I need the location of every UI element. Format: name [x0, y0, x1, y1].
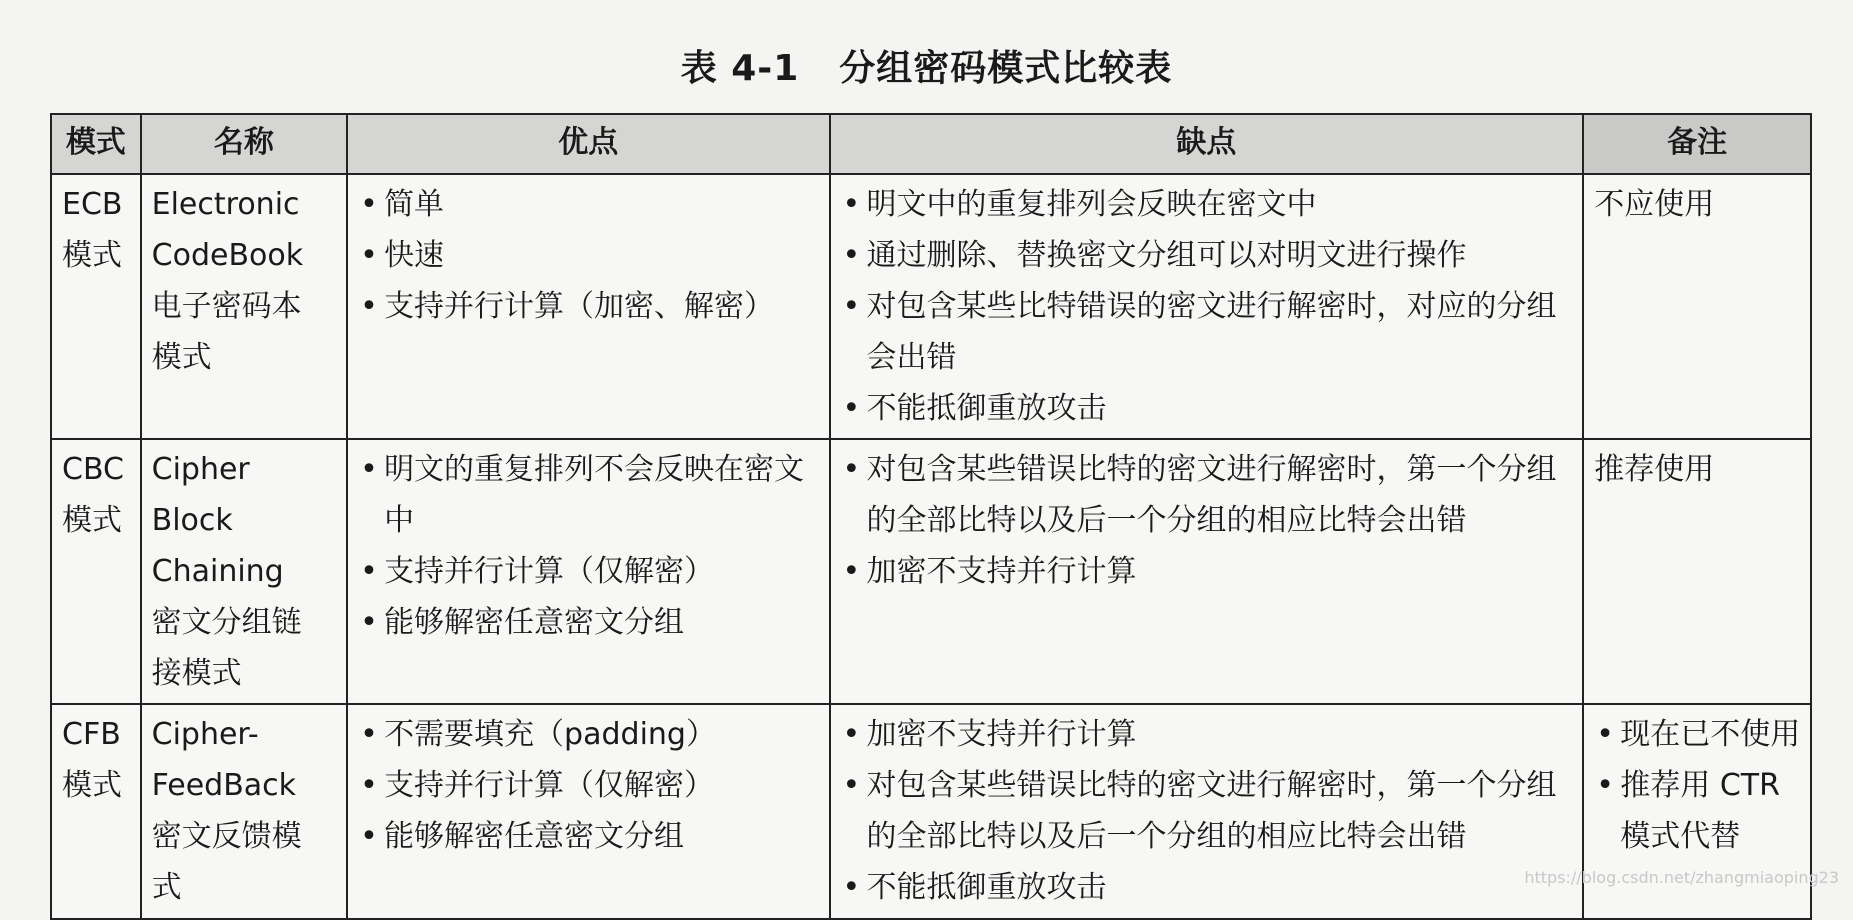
- table-row: [51, 439, 1811, 704]
- cell-name: [141, 439, 347, 704]
- bullet-item: • 不需要填充（padding）: [358, 709, 820, 760]
- bullet-list: [841, 179, 1575, 434]
- name-line: 密文反馈模: [151, 819, 302, 854]
- bullet-item: • 简单: [358, 179, 820, 230]
- table-caption: [0, 40, 1853, 91]
- name-line: Cipher-: [151, 717, 259, 752]
- bullet-item: • 快速: [358, 230, 820, 281]
- mode-line: 模式: [62, 768, 122, 803]
- name-line: 模式: [151, 340, 212, 375]
- bullet-list: [358, 179, 820, 332]
- comparison-table: [50, 113, 1812, 920]
- name-line: 密文分组链: [151, 605, 302, 640]
- name-line: 电子密码本: [151, 289, 302, 324]
- bullet-list: [841, 709, 1575, 913]
- name-line: Electronic: [151, 187, 300, 222]
- watermark: https://blog.csdn.net/zhangmiaoping23: [1524, 868, 1839, 887]
- bullet-item: • 不能抵御重放攻击: [841, 383, 1575, 434]
- cell-name: [141, 704, 347, 919]
- name-line: FeedBack: [151, 768, 297, 803]
- bullet-item: • 推荐用 CTR 模式代替: [1594, 760, 1802, 862]
- bullet-list: [358, 709, 820, 862]
- cell-remark: 推荐使用: [1583, 439, 1811, 704]
- name-line: CodeBook: [151, 238, 304, 273]
- cell-mode: [51, 174, 141, 439]
- cell-mode: [51, 439, 141, 704]
- bullet-item: • 对包含某些错误比特的密文进行解密时，第一个分组的全部比特以及后一个分组的相应比特会出错: [841, 760, 1575, 862]
- mode-line: CBC: [62, 452, 124, 487]
- bullet-list: [1594, 709, 1802, 862]
- table-number: 表 4-1: [680, 48, 800, 89]
- header-mode: 模式: [51, 114, 141, 174]
- cell-cons: [830, 704, 1584, 919]
- cell-cons: [830, 174, 1584, 439]
- mode-line: ECB: [62, 187, 123, 222]
- header-pros: 优点: [347, 114, 829, 174]
- header-remark: 备注: [1583, 114, 1811, 174]
- header-name: 名称: [141, 114, 347, 174]
- bullet-item: • 不能抵御重放攻击: [841, 862, 1575, 913]
- bullet-item: • 支持并行计算（加密、解密）: [358, 281, 820, 332]
- mode-line: 模式: [62, 503, 122, 538]
- bullet-item: • 现在已不使用: [1594, 709, 1802, 760]
- name-line: 式: [151, 870, 182, 905]
- bullet-item: • 通过删除、替换密文分组可以对明文进行操作: [841, 230, 1575, 281]
- name-line: Cipher Block: [151, 452, 250, 538]
- table-title: 分组密码模式比较表: [839, 48, 1173, 89]
- mode-line: 模式: [62, 238, 122, 273]
- bullet-item: • 支持并行计算（仅解密）: [358, 546, 820, 597]
- bullet-list: [841, 444, 1575, 597]
- bullet-item: • 能够解密任意密文分组: [358, 811, 820, 862]
- cell-cons: [830, 439, 1584, 704]
- table-row: [51, 174, 1811, 439]
- cell-pros: [347, 439, 829, 704]
- cell-remark: 不应使用: [1583, 174, 1811, 439]
- bullet-item: • 明文的重复排列不会反映在密文中: [358, 444, 820, 546]
- bullet-item: • 加密不支持并行计算: [841, 709, 1575, 760]
- cell-pros: [347, 704, 829, 919]
- bullet-item: • 对包含某些比特错误的密文进行解密时，对应的分组会出错: [841, 281, 1575, 383]
- bullet-item: • 加密不支持并行计算: [841, 546, 1575, 597]
- bullet-item: • 能够解密任意密文分组: [358, 597, 820, 648]
- bullet-item: • 明文中的重复排列会反映在密文中: [841, 179, 1575, 230]
- bullet-item: • 支持并行计算（仅解密）: [358, 760, 820, 811]
- cell-pros: [347, 174, 829, 439]
- bullet-item: • 对包含某些错误比特的密文进行解密时，第一个分组的全部比特以及后一个分组的相应比特会出错: [841, 444, 1575, 546]
- header-row: [51, 114, 1811, 174]
- bullet-list: [358, 444, 820, 648]
- cell-mode: [51, 704, 141, 919]
- name-line: Chaining: [151, 554, 284, 589]
- name-line: 接模式: [151, 656, 242, 691]
- mode-line: CFB: [62, 717, 121, 752]
- header-cons: 缺点: [830, 114, 1584, 174]
- cell-name: [141, 174, 347, 439]
